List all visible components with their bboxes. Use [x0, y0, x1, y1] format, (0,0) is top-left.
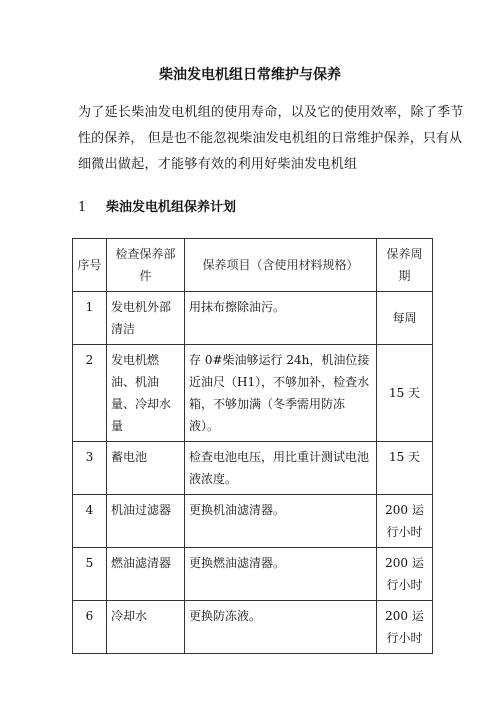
row-item: 机油过滤器	[107, 495, 185, 548]
row-item: 发电机燃油、机油量、冷却水量	[107, 345, 185, 442]
table-row	[73, 345, 433, 442]
row-cycle: 200 运行小时	[377, 495, 433, 548]
intro-line-3: 细微出做起，才能够有效的利用好柴油发电机组	[78, 157, 358, 172]
row-index: 3	[73, 442, 107, 495]
row-item: 燃油滤清器	[107, 548, 185, 601]
row-index: 2	[73, 345, 107, 442]
intro-line-2: 性的保养， 但是也不能忽视柴油发电机组的日常维护保养，只有从	[78, 131, 463, 146]
row-content: 检查电池电压，用比重计测试电池液浓度。	[185, 442, 377, 495]
table-row	[73, 548, 433, 601]
table-row	[73, 292, 433, 345]
table-row	[73, 442, 433, 495]
table-row	[73, 495, 433, 548]
row-item: 蓄电池	[107, 442, 185, 495]
header-cycle: 保养周期	[377, 239, 433, 292]
row-index: 4	[73, 495, 107, 548]
row-index: 1	[73, 292, 107, 345]
row-index: 6	[73, 601, 107, 654]
intro-paragraph	[78, 100, 464, 178]
row-cycle: 15 天	[377, 442, 433, 495]
row-item: 发电机外部清洁	[107, 292, 185, 345]
header-index: 序号	[73, 239, 107, 292]
row-content: 更换防冻液。	[185, 601, 377, 654]
section-number: 1	[78, 200, 87, 215]
table-row	[73, 601, 433, 654]
row-cycle: 200 运行小时	[377, 548, 433, 601]
row-content: 存 0#柴油够运行 24h，机油位接近油尺（H1），不够加补，检查水箱，不够加满（冬季需用防冻液）。	[185, 345, 377, 442]
section-title: 柴油发电机组保养计划	[106, 200, 237, 215]
section-heading	[78, 196, 236, 215]
row-content: 更换机油滤清器。	[185, 495, 377, 548]
row-item: 冷却水	[107, 601, 185, 654]
table-header-row	[73, 239, 433, 292]
row-index: 5	[73, 548, 107, 601]
header-item: 检查保养部件	[107, 239, 185, 292]
row-cycle: 200 运行小时	[377, 601, 433, 654]
row-content: 用抹布擦除油污。	[185, 292, 377, 345]
row-content: 更换燃油滤清器。	[185, 548, 377, 601]
row-cycle: 每周	[377, 292, 433, 345]
header-content: 保养项目（含使用材料规格）	[185, 239, 377, 292]
maintenance-table	[72, 238, 433, 654]
intro-line-1: 为了延长柴油发电机组的使用寿命，以及它的使用效率，除了季节	[78, 105, 464, 120]
document-title: 柴油发电机组日常维护与保养	[159, 67, 341, 83]
row-cycle: 15 天	[377, 345, 433, 442]
